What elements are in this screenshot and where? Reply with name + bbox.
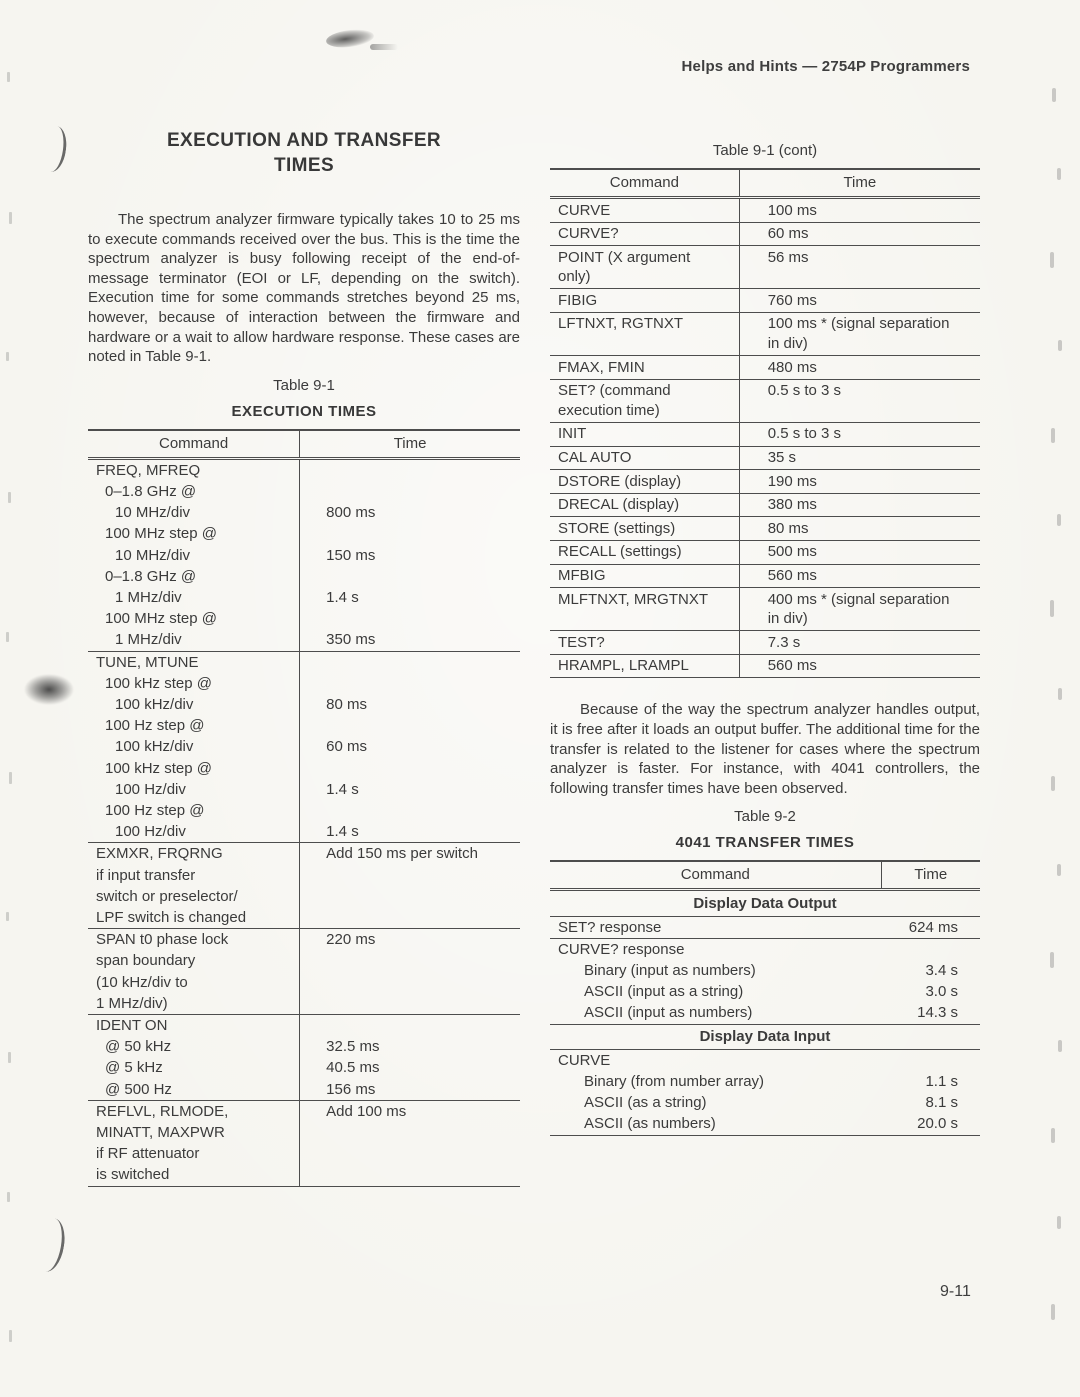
page-number: 9-11	[940, 1283, 971, 1300]
time-cell	[300, 1122, 520, 1143]
table-row	[88, 1122, 520, 1143]
time-cell	[739, 564, 980, 588]
table-row	[88, 886, 520, 907]
scan-artifact	[8, 492, 11, 503]
scan-artifact	[9, 1330, 12, 1342]
time-cell	[739, 493, 980, 517]
time-cell	[300, 993, 520, 1015]
time-line: 480 ms	[767, 358, 817, 376]
time-cell	[300, 651, 520, 673]
command-cell: Binary (input as numbers)	[584, 962, 756, 980]
command-cell: CURVE? response	[558, 940, 685, 958]
scan-artifact	[1051, 776, 1055, 791]
time-cell	[300, 1015, 520, 1037]
table-row	[88, 1015, 520, 1037]
time-cell: 3.0 s	[925, 983, 958, 1001]
time-cell	[739, 470, 980, 494]
command-cell: CURVE	[558, 1051, 611, 1069]
scan-artifact	[1050, 600, 1054, 617]
table-row	[550, 493, 980, 517]
time-cell: Add 150 ms per switch	[300, 843, 520, 865]
command-cell	[550, 289, 739, 313]
command-cell: 100 kHz step @	[105, 759, 212, 777]
command-cell: SET? response	[550, 916, 881, 938]
command-cell	[550, 631, 739, 655]
table-section-header: Display Data Output	[550, 890, 980, 916]
command-line: SET? (command	[558, 382, 671, 400]
command-cell: Binary (from number array)	[584, 1073, 765, 1091]
time-cell	[739, 246, 980, 289]
command-cell	[550, 588, 739, 631]
table-row	[88, 907, 520, 929]
time-line: in div)	[767, 335, 808, 353]
table-row	[88, 1057, 520, 1078]
scan-artifact	[1058, 340, 1062, 351]
time-line: 100 ms * (signal separation	[767, 315, 950, 333]
table-row	[550, 960, 980, 981]
scan-artifact	[1058, 1040, 1062, 1052]
table1-caption: Table 9-1	[273, 376, 335, 394]
table-row	[550, 1049, 980, 1071]
time-cell: 350 ms	[300, 629, 520, 651]
time-cell: 60 ms	[300, 736, 520, 757]
command-line: DRECAL (display)	[558, 496, 680, 514]
table-section-header: Display Data Input	[550, 1024, 980, 1049]
time-cell: 624 ms	[881, 916, 980, 938]
scan-artifact	[1057, 168, 1061, 180]
time-cell	[739, 312, 980, 355]
command-cell	[550, 446, 739, 470]
command-cell: if RF attenuator	[96, 1145, 200, 1163]
table1-title: EXECUTION TIMES	[231, 402, 377, 420]
scan-artifact	[1057, 1216, 1061, 1229]
scan-artifact	[325, 27, 375, 50]
table-header-row	[550, 169, 980, 198]
command-cell: ASCII (input as a string)	[584, 983, 744, 1001]
column-header-time: Time	[300, 430, 520, 459]
command-cell: LPF switch is changed	[88, 907, 300, 929]
table-row	[550, 312, 980, 355]
command-cell: switch or preselector/	[96, 887, 238, 905]
table-row	[550, 938, 980, 960]
table-row	[88, 566, 520, 587]
execution-times-table	[88, 429, 520, 1187]
command-cell	[550, 379, 739, 422]
table-row	[550, 981, 980, 1002]
command-cell: IDENT ON	[96, 1017, 168, 1035]
time-cell	[739, 289, 980, 313]
command-cell: 0–1.8 GHz @	[105, 567, 197, 585]
column-header-command: Command	[88, 430, 300, 459]
time-cell	[300, 608, 520, 629]
time-cell	[300, 1143, 520, 1164]
time-line: 60 ms	[767, 225, 809, 243]
table-row	[550, 446, 980, 470]
table-section-row	[550, 1024, 980, 1049]
command-cell: 100 kHz/div	[115, 695, 194, 713]
time-line: 80 ms	[767, 519, 809, 537]
table-row	[88, 843, 520, 865]
article-title-line2: TIMES	[273, 155, 335, 176]
command-cell: 100 Hz/div	[88, 821, 300, 843]
scan-artifact	[39, 125, 69, 174]
time-cell	[300, 800, 520, 821]
time-line: 56 ms	[767, 248, 809, 266]
table-row	[88, 1036, 520, 1057]
time-cell: 1.1 s	[925, 1073, 958, 1091]
time-cell	[300, 758, 520, 779]
command-cell: SPAN t0 phase lock	[96, 931, 229, 949]
time-cell	[300, 523, 520, 544]
left-column	[88, 128, 520, 1187]
time-cell	[739, 654, 980, 678]
time-cell	[739, 356, 980, 380]
command-cell	[550, 517, 739, 541]
table1-cont-caption: Table 9-1 (cont)	[712, 142, 818, 159]
command-cell	[550, 422, 739, 446]
time-cell	[300, 886, 520, 907]
time-line: 500 ms	[767, 543, 817, 561]
intro-paragraph: The spectrum analyzer firmware typically takes 10 to 25 ms to execute commands received over the bus. This is the time the spectrum analyzer is busy following receipt of the end-of-message terminator (EOI or LF, depending on the switch). Execution time for some commands stretches beyond 25 ms, however, because of interaction between the firmware and hardware or a wait to allow hardware response. These cases are noted in Table 9-1.	[88, 211, 520, 366]
command-cell: 1 MHz/div)	[88, 993, 300, 1015]
time-cell: 800 ms	[300, 502, 520, 523]
right-column	[550, 142, 980, 1136]
column-header-command: Command	[550, 861, 881, 890]
table-row	[550, 222, 980, 246]
table-row	[550, 198, 980, 223]
time-cell	[300, 458, 520, 481]
scan-artifact	[24, 674, 74, 705]
table-row	[550, 356, 980, 380]
table-section-row	[550, 890, 980, 916]
command-cell: (10 kHz/div to	[96, 973, 188, 991]
table-row	[88, 1143, 520, 1164]
command-cell	[550, 312, 739, 355]
command-cell	[550, 564, 739, 588]
time-cell: 8.1 s	[925, 1094, 958, 1112]
table-row	[88, 758, 520, 779]
table-row	[88, 629, 520, 651]
transfer-paragraph: Because of the way the spectrum analyzer handles output, it is free after it loads an output buffer. The additional time for the transfer is related to the listener for cases where the spectrum analyzer is faster. For instance, with 4041 controllers, the following transfer times have been observed.	[550, 701, 980, 797]
command-cell: FREQ, MFREQ	[96, 461, 201, 479]
time-cell	[739, 222, 980, 246]
command-cell: span boundary	[96, 952, 196, 970]
scan-artifact	[1057, 514, 1061, 526]
time-line: 0.5 s to 3 s	[767, 382, 842, 400]
scan-artifact	[1050, 252, 1054, 268]
table-row	[88, 458, 520, 481]
time-cell	[300, 972, 520, 993]
table-row	[88, 800, 520, 821]
command-cell: MINATT, MAXPWR	[96, 1124, 225, 1142]
command-cell: 0–1.8 GHz @	[105, 482, 197, 500]
table-row	[88, 587, 520, 608]
time-line: in div)	[767, 610, 808, 628]
command-cell: 100 kHz/div	[115, 738, 194, 756]
scan-artifact	[9, 212, 12, 224]
scan-artifact	[6, 632, 9, 642]
scan-artifact	[370, 44, 398, 50]
table-row	[88, 821, 520, 843]
command-line: POINT (X argument	[558, 248, 691, 266]
time-cell	[300, 1164, 520, 1186]
article-title	[88, 128, 520, 178]
time-cell: 1.4 s	[300, 779, 520, 800]
time-cell	[300, 907, 520, 929]
time-cell	[739, 588, 980, 631]
table-row	[550, 916, 980, 938]
time-cell	[739, 517, 980, 541]
command-cell: 100 Hz step @	[105, 802, 205, 819]
command-line: FMAX, FMIN	[558, 358, 645, 376]
time-cell: 1.4 s	[300, 821, 520, 843]
table-row	[88, 608, 520, 629]
time-cell	[300, 566, 520, 587]
table-row	[88, 736, 520, 757]
command-line: STORE (settings)	[558, 519, 676, 537]
command-line: INIT	[558, 425, 587, 443]
command-cell: TUNE, MTUNE	[96, 653, 199, 671]
time-cell	[300, 950, 520, 971]
time-line: 0.5 s to 3 s	[767, 425, 842, 443]
running-head: Helps and Hints — 2754P Programmers	[681, 58, 970, 75]
table-row	[88, 929, 520, 951]
time-cell	[739, 379, 980, 422]
column-header-time: Time	[881, 861, 980, 890]
table-row	[550, 422, 980, 446]
time-cell: 80 ms	[300, 694, 520, 715]
command-cell	[550, 654, 739, 678]
table-row	[88, 1079, 520, 1101]
time-line: 190 ms	[767, 472, 817, 490]
time-cell: 32.5 ms	[300, 1036, 520, 1057]
scan-artifact	[6, 912, 9, 921]
table2-caption: Table 9-2	[734, 808, 796, 826]
command-cell: ASCII (input as numbers)	[550, 1002, 881, 1024]
command-line: CURVE	[558, 201, 611, 219]
table-row	[550, 1071, 980, 1092]
command-cell: 10 MHz/div	[115, 546, 191, 564]
table-row	[550, 379, 980, 422]
table-row	[88, 673, 520, 694]
command-cell	[550, 470, 739, 494]
command-line: CAL AUTO	[558, 449, 632, 467]
time-line: 400 ms * (signal separation	[767, 590, 950, 608]
scan-artifact	[7, 1192, 10, 1202]
scan-artifact	[32, 1216, 69, 1274]
command-cell: @ 500 Hz	[88, 1079, 300, 1101]
scan-artifact	[1050, 952, 1054, 968]
time-line: 7.3 s	[767, 633, 801, 651]
time-cell	[739, 198, 980, 223]
table-row	[550, 246, 980, 289]
scan-artifact	[1051, 1304, 1055, 1320]
time-line: 760 ms	[767, 291, 817, 309]
table-row	[550, 517, 980, 541]
command-cell	[550, 356, 739, 380]
command-line: HRAMPL, LRAMPL	[558, 657, 689, 675]
table-header-row	[550, 861, 980, 890]
transfer-times-table	[550, 860, 980, 1135]
column-header-time: Time	[739, 169, 980, 198]
table-row	[550, 1002, 980, 1024]
command-cell: 100 kHz step @	[105, 674, 212, 692]
command-cell: 100 MHz step @	[105, 525, 217, 543]
command-cell: 1 MHz/div	[88, 629, 300, 651]
command-cell: 100 Hz/div	[115, 780, 186, 798]
command-cell	[550, 198, 739, 223]
command-line: TEST?	[558, 633, 605, 651]
table-row	[550, 564, 980, 588]
table-row	[88, 481, 520, 502]
table-row	[550, 588, 980, 631]
table-row	[550, 1092, 980, 1113]
time-cell	[300, 673, 520, 694]
command-line: DSTORE (display)	[558, 472, 682, 490]
table-row	[88, 1100, 520, 1122]
scan-artifact	[8, 1052, 11, 1063]
table-row	[550, 470, 980, 494]
time-cell	[881, 938, 980, 960]
command-cell: ASCII (as a string)	[584, 1094, 707, 1112]
table-row	[550, 540, 980, 564]
command-line: execution time)	[558, 401, 660, 419]
command-line: only)	[558, 268, 591, 286]
time-cell	[881, 1049, 980, 1071]
table-row	[88, 715, 520, 736]
command-cell: REFLVL, RLMODE,	[96, 1102, 229, 1120]
command-cell	[550, 222, 739, 246]
time-cell: 20.0 s	[881, 1113, 980, 1135]
command-cell	[550, 246, 739, 289]
command-cell: is switched	[88, 1164, 300, 1186]
scan-artifact	[1051, 428, 1055, 443]
scan-artifact	[1058, 688, 1062, 700]
time-line: 560 ms	[767, 567, 817, 584]
time-cell: 40.5 ms	[300, 1057, 520, 1078]
table-row	[550, 654, 980, 678]
table-row	[88, 779, 520, 800]
table-row	[88, 694, 520, 715]
command-line: CURVE?	[558, 225, 619, 243]
table-row	[88, 865, 520, 886]
command-line: MLFTNXT, MRGTNXT	[558, 590, 708, 608]
table-row	[88, 651, 520, 673]
table-row	[88, 523, 520, 544]
table-row	[550, 289, 980, 313]
time-line: 35 s	[767, 449, 797, 467]
command-line: MFBIG	[558, 567, 606, 584]
command-line: RECALL (settings)	[558, 543, 682, 561]
command-cell: EXMXR, FRQRNG	[96, 845, 223, 863]
table-row	[88, 1164, 520, 1186]
table2-title: 4041 TRANSFER TIMES	[675, 834, 855, 852]
time-cell: 14.3 s	[881, 1002, 980, 1024]
time-cell	[739, 631, 980, 655]
command-line: LFTNXT, RGTNXT	[558, 315, 684, 333]
scan-artifact	[1052, 88, 1056, 102]
command-cell: 1 MHz/div	[115, 588, 182, 606]
command-cell: 10 MHz/div	[115, 504, 191, 522]
column-header-command: Command	[550, 169, 739, 198]
command-cell: 100 Hz step @	[105, 717, 205, 735]
table-row	[88, 545, 520, 566]
time-line: 560 ms	[767, 657, 817, 675]
table-row	[88, 993, 520, 1015]
table-row	[88, 972, 520, 993]
time-cell: 156 ms	[300, 1079, 520, 1101]
table-row	[550, 1113, 980, 1135]
command-cell: if input transfer	[96, 866, 196, 884]
table-row	[550, 631, 980, 655]
time-cell: 3.4 s	[925, 962, 958, 980]
time-cell	[300, 865, 520, 886]
time-cell	[300, 481, 520, 502]
scan-artifact	[6, 352, 9, 361]
command-line: FIBIG	[558, 291, 598, 309]
time-cell	[739, 446, 980, 470]
time-cell: Add 100 ms	[300, 1100, 520, 1122]
table-header-row	[88, 430, 520, 459]
article-title-line1: EXECUTION AND TRANSFER	[166, 130, 442, 151]
command-cell: @ 50 kHz	[105, 1038, 172, 1056]
table-row	[88, 950, 520, 971]
command-cell: ASCII (as numbers)	[550, 1113, 881, 1135]
command-cell	[550, 493, 739, 517]
scan-artifact	[1057, 864, 1061, 876]
time-cell	[739, 540, 980, 564]
time-cell	[300, 715, 520, 736]
time-cell: 220 ms	[300, 929, 520, 951]
scan-artifact	[1051, 1128, 1055, 1143]
command-cell: @ 5 kHz	[105, 1059, 163, 1077]
time-cell: 150 ms	[300, 545, 520, 566]
time-line: 380 ms	[767, 496, 817, 514]
time-cell	[739, 422, 980, 446]
time-line: 100 ms	[767, 201, 817, 219]
scan-artifact	[9, 772, 12, 784]
time-cell: 1.4 s	[300, 587, 520, 608]
command-cell: 100 MHz step @	[105, 610, 217, 628]
execution-times-cont-table	[550, 168, 980, 678]
table-row	[88, 502, 520, 523]
scan-artifact	[7, 72, 10, 82]
command-cell	[550, 540, 739, 564]
